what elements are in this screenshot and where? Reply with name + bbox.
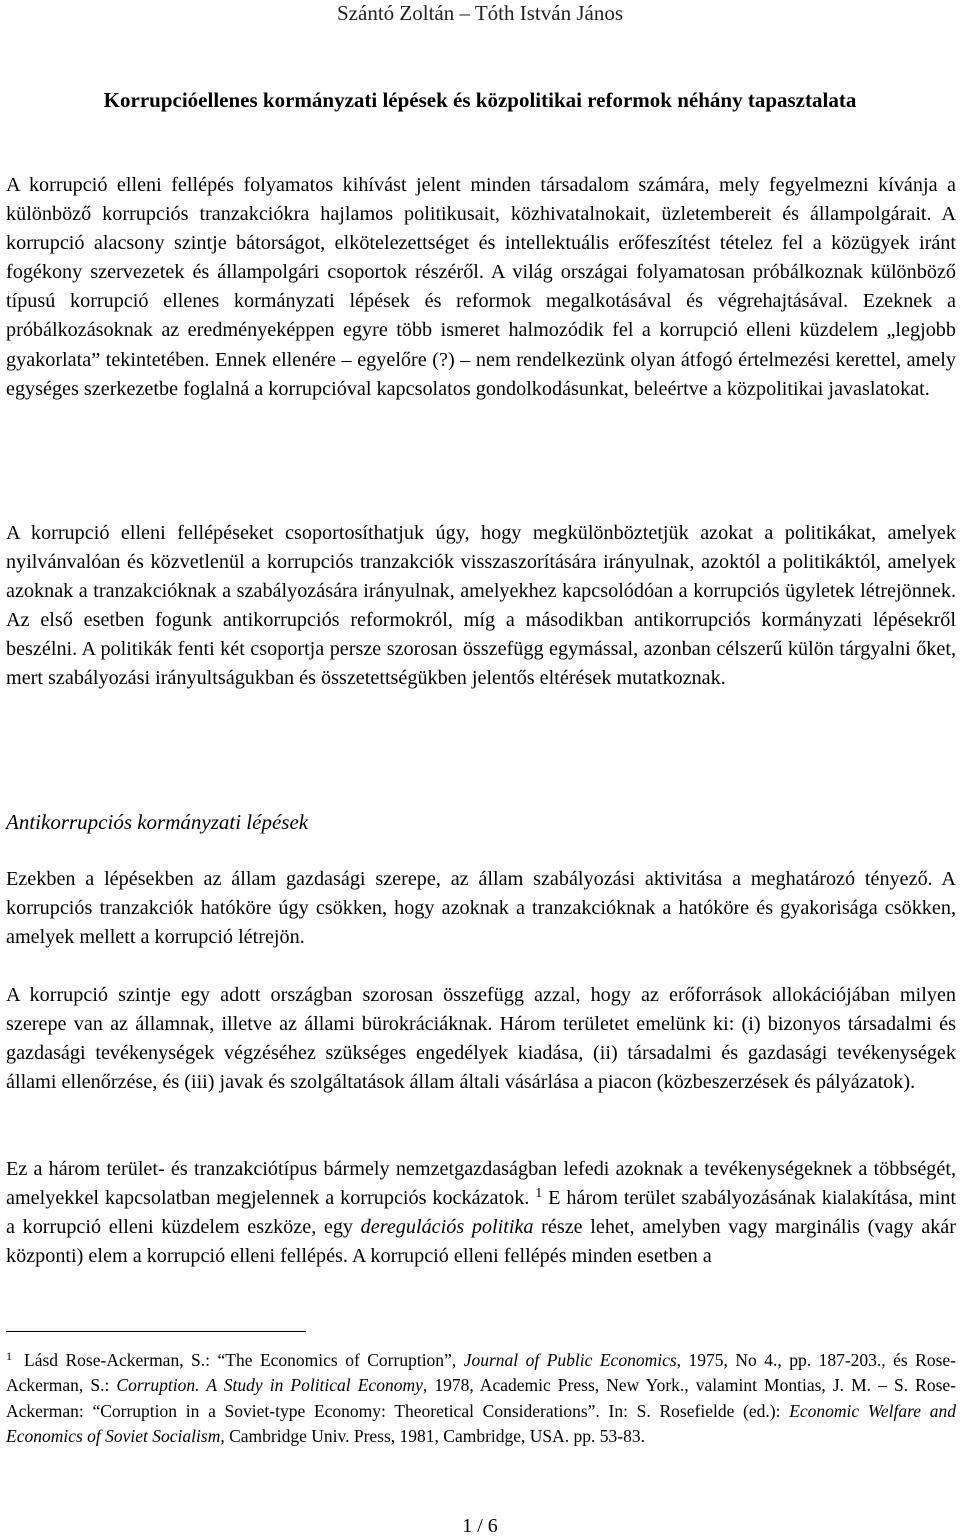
- section-heading: Antikorrupciós kormányzati lépések: [6, 810, 309, 834]
- paragraph-text: része lehet, amelyben vagy marginális (vagy akár központi) elem a korrupció elleni fellépés. A korrupció elleni fellépés minden esetben a: [6, 1216, 956, 1268]
- running-header: Szántó Zoltán – Tóth István János: [337, 1, 623, 25]
- footnote-text: , 1978, Academic Press, New York., valamint Montias, J. M. – S. Rose-Ackerman: “Corruption in a Soviet-type Economy: Theoretical Considerations”. In: S. Rosefielde (ed.):: [6, 1375, 956, 1421]
- footnote-book-title: Economic Welfare and Economics of Soviet Socialism: [6, 1400, 956, 1447]
- paragraph-three-areas: A korrupció szintje egy adott országban szorosan összefügg azzal, hogy az erőforrások allokációjában milyen szerepe van az államnak, illetve az állami bürokráciáknak. Három területet emelünk ki: (i) bizonyos társadalmi és gazdasági tevékenységek végzéséhez szükséges engedélyek kiadása, (ii) társadalmi és gazdasági tevékenységek állami ellenőrzése, és (iii) javak és szolgáltatások állam általi vásárlása a piacon (közbeszerzések és pályázatok).: [6, 984, 956, 1094]
- paragraph-text: E három terület szabályozásának kialakítása, mint a korrupció elleni küzdelem eszköze, egy: [6, 1187, 957, 1239]
- footnote-text: , 1975, No 4., pp. 187-203., és Rose-Ackerman, S.:: [6, 1350, 957, 1396]
- paragraph-deregulation: [6, 1155, 956, 1271]
- paragraph-intro: A korrupció elleni fellépés folyamatos kihívást jelent minden társadalom számára, mely fegyelmezni kívánja a különböző korrupciós tranzakciókra hajlamos politikusait, közhivatalnokait, üzletembereit és állampolgárait. A korrupció alacsony szintje bátorságot, elkötelezettséget és intellektuális erőfeszítést tételez fel a közügyek iránt fogékony szervezetek és állampolgári csoportok részéről. A világ országai folyamatosan próbálkoznak különböző típusú korrupció ellenes kormányzati lépések és reformok megalkotásával és végrehajtásával. Ezeknek a próbálkozásoknak az eredményeképpen egyre több ismeret halmozódik fel a korrupció elleni küzdelem „legjobb gyakorlata” tekintetében. Ennek ellenére – egyelőre (?) – nem rendelkezünk olyan átfogó értelmezési kerettel, amely egységes szerkezetbe foglalná a korrupcióval kapcsolatos gondolkodásunkat, beleértve a közpolitikai javaslatokat.: [6, 174, 956, 400]
- footnote-reference[interactable]: 1: [535, 1186, 543, 1202]
- paragraph-state-role: Ezekben a lépésekben az állam gazdasági szerepe, az állam szabályozási aktivitása a meghatározó tényező. A korrupciós tranzakciók hatóköre úgy csökken, hogy azoknak a tranzakcióknak a hatóköre és gyakorisága csökken, amelyek mellett a korrupció létrejön.: [6, 868, 956, 949]
- footnote-marker: 1: [6, 1349, 12, 1363]
- footnote-text: Lásd Rose-Ackerman, S.: “The Economics of Corruption”,: [24, 1350, 464, 1370]
- page-number: 1 / 6: [462, 1515, 498, 1537]
- emphasis-text: deregulációs politika: [360, 1216, 534, 1239]
- footnote-book-title: Corruption. A Study in Political Economy: [116, 1375, 423, 1396]
- document-title: Korrupcióellenes kormányzati lépések és közpolitikai reformok néhány tapasztalata: [103, 88, 857, 112]
- paragraph-classification: A korrupció elleni fellépéseket csoportosíthatjuk úgy, hogy megkülönböztetjük azokat a politikákat, amelyek nyilvánvalóan és közvetlenül a korrupciós tranzakciók visszaszorítására irányulnak, azoktól a politikáktól, amelyek azoknak a tranzakcióknak a szabályozására irányulnak, amelyekhez kapcsolódóan a korrupciós ügyletek létrejönnek. Az első esetben fogunk antikorrupciós reformokról, míg a másodikban antikorrupciós kormányzati lépésekről beszélni. A politikák fenti két csoportja persze szorosan összefügg egymással, azonban célszerű külön tárgyalni őket, mert szabályozási irányultságukban és összetettségükben jelentős eltérések mutatkoznak.: [6, 522, 956, 690]
- footnote: [6, 1344, 956, 1450]
- footnote-divider: [6, 1331, 306, 1332]
- footnote-text: , Cambridge Univ. Press, 1981, Cambridge, USA. pp. 53-83.: [220, 1426, 646, 1447]
- footnote-journal: Journal of Public Economics: [463, 1350, 677, 1370]
- paragraph-text: Ez a három terület- és tranzakciótípus bármely nemzetgazdaságban lefedi azoknak a tevékenységeknek a többségét, amelyekkel kapcsolatban megjelennek a korrupciós kockázatok.: [6, 1158, 956, 1210]
